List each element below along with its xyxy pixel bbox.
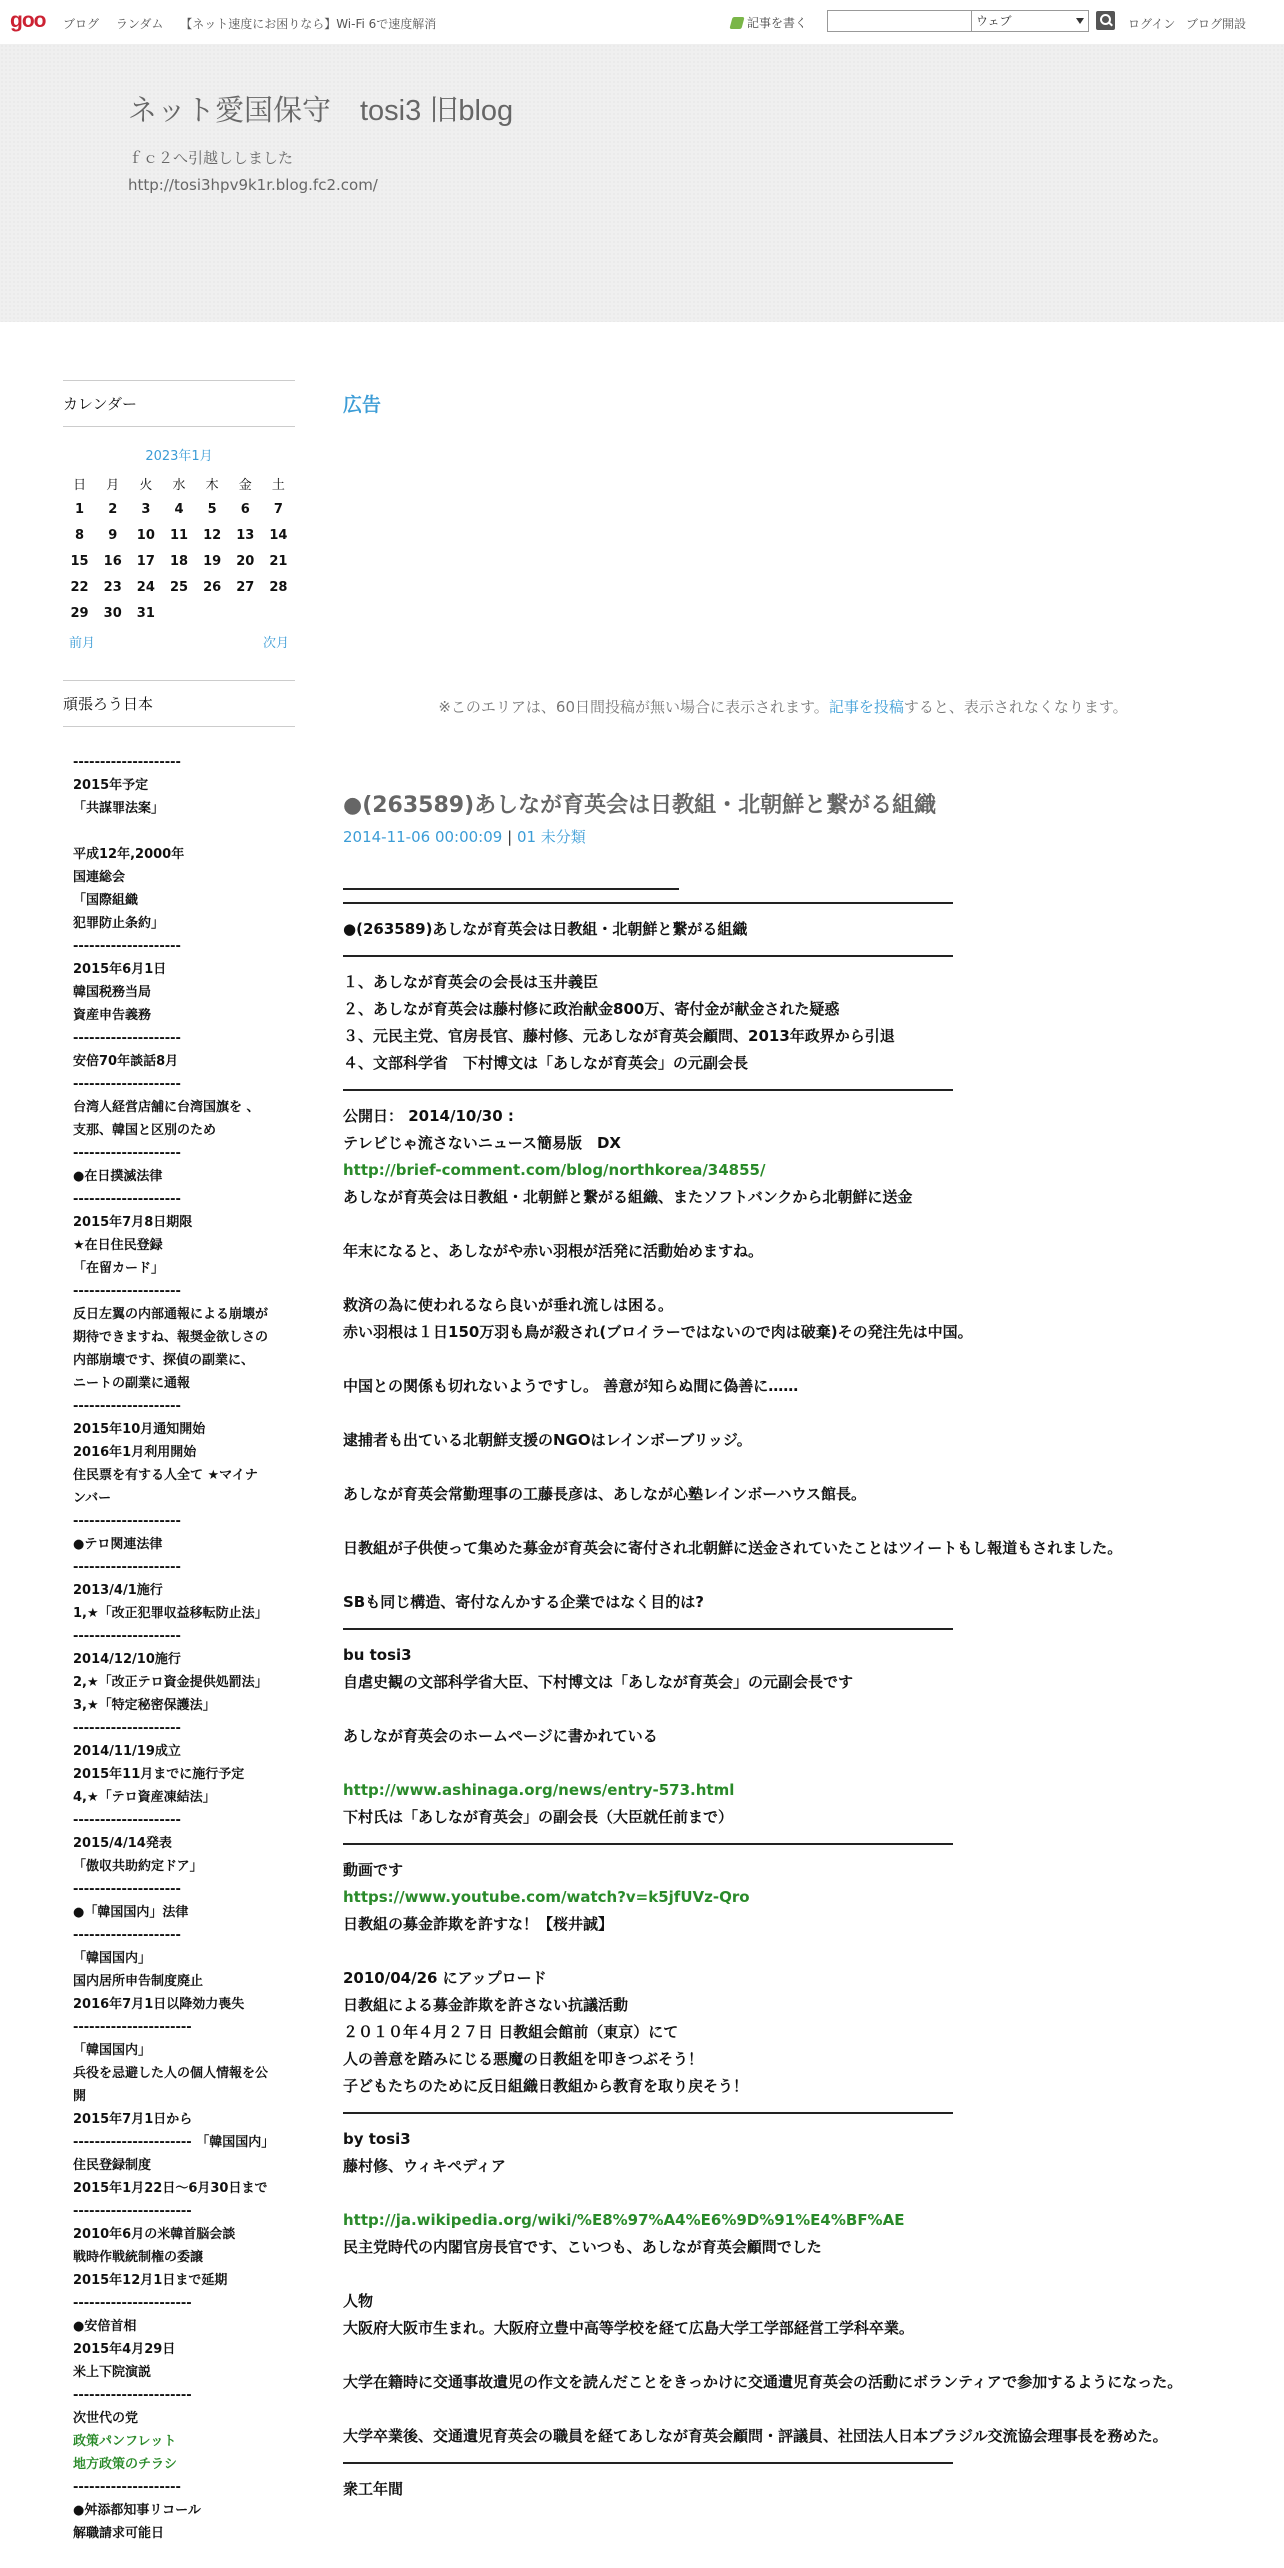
goo-logo[interactable]: goo <box>10 9 46 32</box>
sidebar-text-line: 「韓国国内」 <box>73 2043 152 2058</box>
divider <box>343 2112 953 2114</box>
calendar-day[interactable]: 18 <box>169 553 189 569</box>
entry-text: 大学卒業後、交通遺児育英会の職員を経てあしなが育英会顧問・評議員、社団法人日本ブラジル交流協会理事長を務めた。 <box>343 2427 1168 2445</box>
sidebar-text-line: 台湾人経営店舗に台湾国旗を 、 <box>73 1100 260 1115</box>
sidebar-text-line: -------------------- <box>73 755 181 770</box>
calendar-day[interactable]: 9 <box>108 527 118 543</box>
calendar-month[interactable]: 2023年1月 <box>145 449 213 464</box>
sidebar-link[interactable]: 地方政策のチラシ <box>73 2457 178 2472</box>
calendar-day[interactable]: 6 <box>240 501 250 517</box>
blank-line <box>343 1346 1223 1373</box>
sidebar-text-line: 反日左翼の内部通報による崩壊が <box>73 1307 269 1322</box>
sidebar-text-line: 内部崩壊です、探偵の副業に、 <box>73 1353 254 1368</box>
ad-note <box>343 696 1223 717</box>
sidebar-text-line: 安倍70年談話8月 <box>73 1054 179 1069</box>
entry-text: 赤い羽根は１日150万羽も鳥が殺され(ブロイラーではないので肉は破棄)その発注先は中国。 <box>343 1323 973 1341</box>
calendar-weekday: 水 <box>172 477 186 493</box>
entry-link[interactable]: http://www.ashinaga.org/news/entry-573.html <box>343 1781 735 1799</box>
sidebar-text-line: 2016年7月1日以降効力喪失 <box>73 1997 245 2012</box>
sidebar-text-line: 2015年6月1日 <box>73 962 167 977</box>
entry-link[interactable]: https://www.youtube.com/watch?v=k5jfUVz-Qro <box>343 1888 750 1906</box>
ad-note-text-2: すると、表示されなくなります。 <box>903 698 1128 716</box>
sidebar-section-title: 頑張ろう日本 <box>63 680 295 727</box>
sidebar-text-line: 「共謀罪法案」 <box>73 801 165 816</box>
blank-line <box>343 2396 1223 2423</box>
sidebar-text-line: ---------------------- <box>73 2204 192 2219</box>
blank-line <box>343 1400 1223 1427</box>
calendar-weekday: 金 <box>238 477 252 493</box>
sidebar-text-line: 支那、韓国と区別のため <box>73 1123 217 1138</box>
sidebar-text-line: -------------------- <box>73 1560 181 1575</box>
entry-date[interactable]: 2014-11-06 00:00:09 <box>343 828 503 846</box>
calendar-weekday: 月 <box>106 477 120 493</box>
calendar-nav <box>63 632 295 656</box>
entry-text: 自虐史観の文部科学省大臣、下村博文は「あしなが育英会」の元副会長です <box>343 1673 854 1691</box>
entry-point: １、あしなが育英会の会長は玉井義臣 <box>343 973 599 991</box>
entry-text: あしなが育英会常勤理事の工藤長彦は、あしなが心塾レインボーハウス館長。 <box>343 1485 867 1503</box>
sidebar-text-line: -------------------- <box>73 1399 181 1414</box>
sidebar-text-line: 2,★「改正テロ資金提供処罰法」 <box>73 1675 268 1690</box>
calendar-day[interactable]: 1 <box>75 501 85 517</box>
entry-text: 藤村修、ウィキペディア <box>343 2157 506 2175</box>
sidebar-text-line: -------------------- <box>73 1284 181 1299</box>
entry-text: 逮捕者も出ている北朝鮮支援のNGOはレインボーブリッジ。 <box>343 1431 752 1449</box>
entry-text: テレビじゃ流さないニュース簡易版 DX <box>343 1134 621 1152</box>
sidebar-text-line: 2015年12月1日まで延期 <box>73 2273 228 2288</box>
sidebar-text-line: 2013/4/1施行 <box>73 1583 163 1598</box>
sidebar-text-line: -------------------- <box>73 1031 181 1046</box>
sidebar-text-line: 2015/4/14発表 <box>73 1836 172 1851</box>
calendar-day[interactable]: 24 <box>136 579 155 595</box>
entry-text: ２０１０年４月２７日 日教組会館前（東京）にて <box>343 2023 679 2041</box>
calendar-day[interactable]: 11 <box>169 527 189 543</box>
sidebar-text-line: 戦時作戦統制権の委譲 <box>73 2250 204 2265</box>
sidebar-text-line: ●テロ関連法律 <box>73 1537 163 1552</box>
divider <box>343 2462 953 2464</box>
entry-text: 日教組の募金詐欺を許すな！【桜井誠】 <box>343 1915 614 1933</box>
sidebar-text-line: 資産申告義務 <box>73 1008 152 1023</box>
sidebar-text-line: -------------------- <box>73 1882 181 1897</box>
sidebar <box>63 380 295 2545</box>
blank-line <box>343 1750 1223 1777</box>
entry-text: SBも同じ構造、寄付なんかする企業ではなく目的は? <box>343 1593 704 1611</box>
sidebar-text-line: 2014/12/10施行 <box>73 1652 181 1667</box>
sidebar-text-line: ニートの副業に通報 <box>73 1376 191 1391</box>
calendar-day[interactable]: 4 <box>174 501 184 517</box>
sidebar-text-line: -------------------- <box>73 1146 181 1161</box>
blank-line <box>343 1696 1223 1723</box>
sidebar-text-line: -------------------- <box>73 2480 181 2495</box>
entry-text: 日教組による募金詐欺を許さない抗議活動 <box>343 1996 629 2014</box>
sidebar-text-line: 2015年11月までに施行予定 <box>73 1767 245 1782</box>
entry-text: by tosi3 <box>343 2130 411 2148</box>
sidebar-text-line: 「韓国国内」 <box>73 1951 152 1966</box>
entry-category-link[interactable]: 01 未分類 <box>516 828 586 846</box>
entry-text: 衆工年間 <box>343 2480 404 2498</box>
calendar-day[interactable]: 16 <box>103 553 122 569</box>
nav-ad-link[interactable]: 【ネット速度にお困りなら】Wi-Fi 6で速度解消 <box>180 17 437 31</box>
entry-text: 大阪府大阪市生まれ。大阪府立豊中高等学校を経て広島大学工学部経営工学科卒業。 <box>343 2319 914 2337</box>
entry-headline: ●(263589)あしなが育英会は日教組・北朝鮮と繋がる組織 <box>343 920 748 938</box>
sidebar-text-line: -------------------- <box>73 939 181 954</box>
post-article-link[interactable]: 記事を投稿 <box>828 698 904 716</box>
sidebar-text-line: 2015年7月1日から <box>73 2112 193 2127</box>
blank-line <box>73 820 295 843</box>
calendar-day[interactable]: 19 <box>203 553 222 569</box>
calendar-day <box>229 600 262 626</box>
blog-open-link[interactable]: ブログ開設 <box>1186 17 1247 31</box>
calendar-day <box>162 600 195 626</box>
calendar-next-link[interactable]: 次月 <box>262 636 289 651</box>
top-nav <box>63 15 449 32</box>
calendar-day[interactable]: 12 <box>203 527 222 543</box>
calendar-day[interactable]: 23 <box>103 579 122 595</box>
sidebar-text-line: 犯罪防止条約」 <box>73 916 165 931</box>
sidebar-text-line: ●舛添都知事リコール <box>73 2503 201 2518</box>
sidebar-text-line: ★在日住民登録 <box>73 1238 163 1253</box>
entry-body <box>343 876 1223 2503</box>
blank-line <box>343 1508 1223 1535</box>
entry-text: 子どもたちのために反日組織日教組から教育を取り戻そう！ <box>343 2077 749 2095</box>
entry-text: 大学在籍時に交通事故遺児の作文を読んだことをきっかけに交通遺児育英会の活動にボランティアで参加するようになった。 <box>343 2373 1183 2391</box>
calendar-weekday: 日 <box>73 477 87 493</box>
calendar-day[interactable]: 28 <box>269 579 288 595</box>
sidebar-text-line: 4,★「テロ資産凍結法」 <box>73 1790 216 1805</box>
sidebar-text-line: 国連総会 <box>73 870 126 885</box>
calendar-day[interactable]: 27 <box>236 579 255 595</box>
sidebar-text-line: 平成12年,2000年 <box>73 847 185 862</box>
top-bar <box>0 0 1284 45</box>
entry-text: 中国との関係も切れないようですし。 善意が知らぬ間に偽善に…… <box>343 1377 799 1395</box>
sidebar-link[interactable]: 政策パンフレット <box>73 2434 177 2449</box>
entry-text: 2010/04/26 にアップロード <box>343 1969 547 1987</box>
calendar-day[interactable]: 31 <box>136 605 155 621</box>
entry-point: ４、文部科学省 下村博文は「あしなが育英会」の元副会長 <box>343 1054 749 1072</box>
sidebar-text-line: 「国際組織 <box>73 893 139 908</box>
sidebar-text-line: 次世代の党 <box>73 2411 139 2426</box>
divider <box>343 1843 953 1845</box>
sidebar-text-line: 2016年1月利用開始 <box>73 1445 197 1460</box>
sidebar-text-line: 2015年7月8日期限 <box>73 1215 193 1230</box>
write-article-label: 記事を書く <box>747 16 808 30</box>
entry-text: 公開日： 2014/10/30 : <box>343 1107 514 1125</box>
calendar-day[interactable]: 14 <box>269 527 288 543</box>
entry-link[interactable]: http://ja.wikipedia.org/wiki/%E8%97%A4%E6%9D%91%E4%BF%AE <box>343 2211 905 2229</box>
sidebar-text-line: 解職請求可能日 <box>73 2526 165 2541</box>
write-article-button[interactable] <box>731 14 807 31</box>
blank-line <box>343 1454 1223 1481</box>
calendar-day[interactable]: 17 <box>136 553 155 569</box>
sidebar-text-line: ---------------------- 「韓国国内」 <box>73 2135 275 2150</box>
sidebar-text-line: ●在日撲滅法律 <box>73 1169 163 1184</box>
sidebar-text-line: 米上下院演説 <box>73 2365 152 2380</box>
entry-text: あしなが育英会のホームページに書かれている <box>343 1727 658 1745</box>
calendar-week <box>63 600 295 626</box>
calendar-prev-link[interactable]: 前月 <box>69 636 96 651</box>
calendar-day[interactable]: 22 <box>70 579 89 595</box>
main-content <box>343 380 1223 2498</box>
calendar <box>63 445 295 656</box>
calendar-day[interactable]: 29 <box>70 605 89 621</box>
sidebar-text-line: 開 <box>73 2089 87 2104</box>
calendar-weekday: 土 <box>271 477 285 493</box>
entry-text: 人の善意を踏みにじる悪魔の日教組を叩きつぶそう！ <box>343 2050 704 2068</box>
sidebar-text-line: 2014/11/19成立 <box>73 1744 181 1759</box>
sidebar-text-line: -------------------- <box>73 1813 181 1828</box>
search-button[interactable] <box>1096 11 1115 30</box>
sidebar-text-line: 期待できますね、報奨金欲しさの <box>73 1330 269 1345</box>
calendar-day[interactable]: 7 <box>273 501 283 517</box>
nav-blog-link[interactable]: ブログ <box>63 17 100 31</box>
blank-line <box>343 1265 1223 1292</box>
sidebar-text-line: ---------------------- <box>73 2296 192 2311</box>
divider <box>343 955 953 957</box>
calendar-week <box>63 522 295 548</box>
divider <box>343 888 679 890</box>
entry-link[interactable]: http://brief-comment.com/blog/northkorea/34855/ <box>343 1161 766 1179</box>
blank-line <box>343 1211 1223 1238</box>
sidebar-text-line: ●「韓国国内」法律 <box>73 1905 189 1920</box>
entry-text: bu tosi3 <box>343 1646 412 1664</box>
entry-meta <box>343 826 586 847</box>
calendar-day[interactable]: 20 <box>236 553 255 569</box>
sidebar-text-line: 2010年6月の米韓首脳会談 <box>73 2227 236 2242</box>
entry-text: 日教組が子供使って集めた募金が育英会に寄付され北朝鮮に送金されていたことはツイートもし報道もされました。 <box>343 1539 1123 1557</box>
calendar-day[interactable]: 2 <box>108 501 118 517</box>
sidebar-text-line: ンバー <box>73 1491 112 1506</box>
entry-point: ２、あしなが育英会は藤村修に政治献金800万、寄付金が献金された疑惑 <box>343 1000 840 1018</box>
blog-description <box>128 145 378 199</box>
blank-line <box>343 2261 1223 2288</box>
calendar-day[interactable]: 10 <box>136 527 155 543</box>
entry-text: あしなが育英会は日教組・北朝鮮と繋がる組織、またソフトバンクから北朝鮮に送金 <box>343 1188 913 1206</box>
entry-text: 人物 <box>343 2292 374 2310</box>
ad-title: 広告 <box>343 394 382 416</box>
calendar-weekday: 木 <box>205 477 219 493</box>
sidebar-text-line: 韓国税務当局 <box>73 985 152 1000</box>
calendar-week <box>63 548 295 574</box>
sidebar-text-line: -------------------- <box>73 1928 181 1943</box>
sidebar-text-line: 国内居所申告制度廃止 <box>73 1974 204 1989</box>
sidebar-text-line: 2015年1月22日～6月30日まで <box>73 2181 268 2196</box>
sidebar-text-line: 「傲収共助約定ドア」 <box>73 1859 203 1874</box>
entry-text: 下村氏は「あしなが育英会」の副会長（大臣就任前まで） <box>343 1808 734 1826</box>
calendar-day[interactable]: 15 <box>70 553 89 569</box>
sidebar-text-line: 「在留カード」 <box>73 1261 165 1276</box>
calendar-day <box>196 600 229 626</box>
calendar-day[interactable]: 13 <box>236 527 255 543</box>
chevron-down-icon <box>1076 18 1084 24</box>
blog-header <box>0 44 1284 322</box>
sidebar-text-line: -------------------- <box>73 1721 181 1736</box>
divider <box>343 1089 953 1091</box>
search-scope-value: ウェブ <box>976 14 1012 28</box>
entry-point: ３、元民主党、官房長官、藤村修、元あしなが育英会顧問、2013年政界から引退 <box>343 1027 895 1045</box>
login-link[interactable]: ログイン <box>1128 17 1176 31</box>
calendar-day[interactable]: 8 <box>75 527 85 543</box>
calendar-title: カレンダー <box>63 380 295 427</box>
meta-separator: | <box>507 828 513 846</box>
ad-note-text: ※このエリアは、60日間投稿が無い場合に表示されます。 <box>438 698 829 716</box>
entry-text: 救済の為に使われるなら良いが垂れ流しは困る。 <box>343 1296 674 1314</box>
calendar-day[interactable]: 26 <box>203 579 222 595</box>
blog-description-url: http://tosi3hpv9k1r.blog.fc2.com/ <box>128 176 378 194</box>
sidebar-text-line: -------------------- <box>73 1077 181 1092</box>
entry-text: 年末になると、あしながや赤い羽根が活発に活動始めますね。 <box>343 1242 764 1260</box>
calendar-grid <box>63 470 295 626</box>
sidebar-text-line: 2015年10月通知開始 <box>73 1422 206 1437</box>
sidebar-text-line: -------------------- <box>73 1629 181 1644</box>
calendar-week <box>63 496 295 522</box>
sidebar-free-text <box>63 751 295 2545</box>
sidebar-text-line: 住民登録制度 <box>73 2158 152 2173</box>
calendar-day <box>262 600 295 626</box>
divider <box>343 902 953 904</box>
blog-description-line: ｆｃ２へ引越ししました <box>128 149 294 167</box>
divider <box>343 1628 953 1630</box>
sidebar-text-line: ---------------------- <box>73 2020 192 2035</box>
search-input[interactable] <box>827 10 972 32</box>
sidebar-text-line: 住民票を有する人全て ★マイナ <box>73 1468 258 1483</box>
pen-icon <box>729 17 744 29</box>
blank-line <box>343 2180 1223 2207</box>
calendar-day[interactable]: 3 <box>141 501 151 517</box>
sidebar-text-line: 2015年4月29日 <box>73 2342 176 2357</box>
sidebar-text-line: -------------------- <box>73 1514 181 1529</box>
entry-text: 民主党時代の内閣官房長官です、こいつも、あしなが育英会顧問でした <box>343 2238 822 2256</box>
calendar-week <box>63 574 295 600</box>
blank-line <box>343 1938 1223 1965</box>
blog-title[interactable]: ネット愛国保守 tosi3 旧blog <box>128 95 514 127</box>
calendar-weekday: 火 <box>139 477 153 493</box>
sidebar-text-line: -------------------- <box>73 1192 181 1207</box>
blank-line <box>343 1562 1223 1589</box>
sidebar-text-line: 2015年予定 <box>73 778 149 793</box>
entry-title[interactable]: ●(263589)あしなが育英会は日教組・北朝鮮と繋がる組織 <box>343 793 937 818</box>
sidebar-text-line: 兵役を忌避した人の個人情報を公 <box>73 2066 269 2081</box>
entry-text: 動画です <box>343 1861 404 1879</box>
blank-line <box>343 2342 1223 2369</box>
calendar-day[interactable]: 25 <box>169 579 189 595</box>
sidebar-text-line: 3,★「特定秘密保護法」 <box>73 1698 216 1713</box>
sidebar-text-line: 1,★「改正犯罪収益移転防止法」 <box>73 1606 268 1621</box>
calendar-day[interactable]: 21 <box>269 553 288 569</box>
calendar-day[interactable]: 5 <box>207 501 217 517</box>
calendar-day[interactable]: 30 <box>103 605 122 621</box>
search-scope-select[interactable] <box>971 10 1089 32</box>
sidebar-text-line: ●安倍首相 <box>73 2319 137 2334</box>
sidebar-text-line: ---------------------- <box>73 2388 192 2403</box>
nav-random-link[interactable]: ランダム <box>115 17 164 31</box>
